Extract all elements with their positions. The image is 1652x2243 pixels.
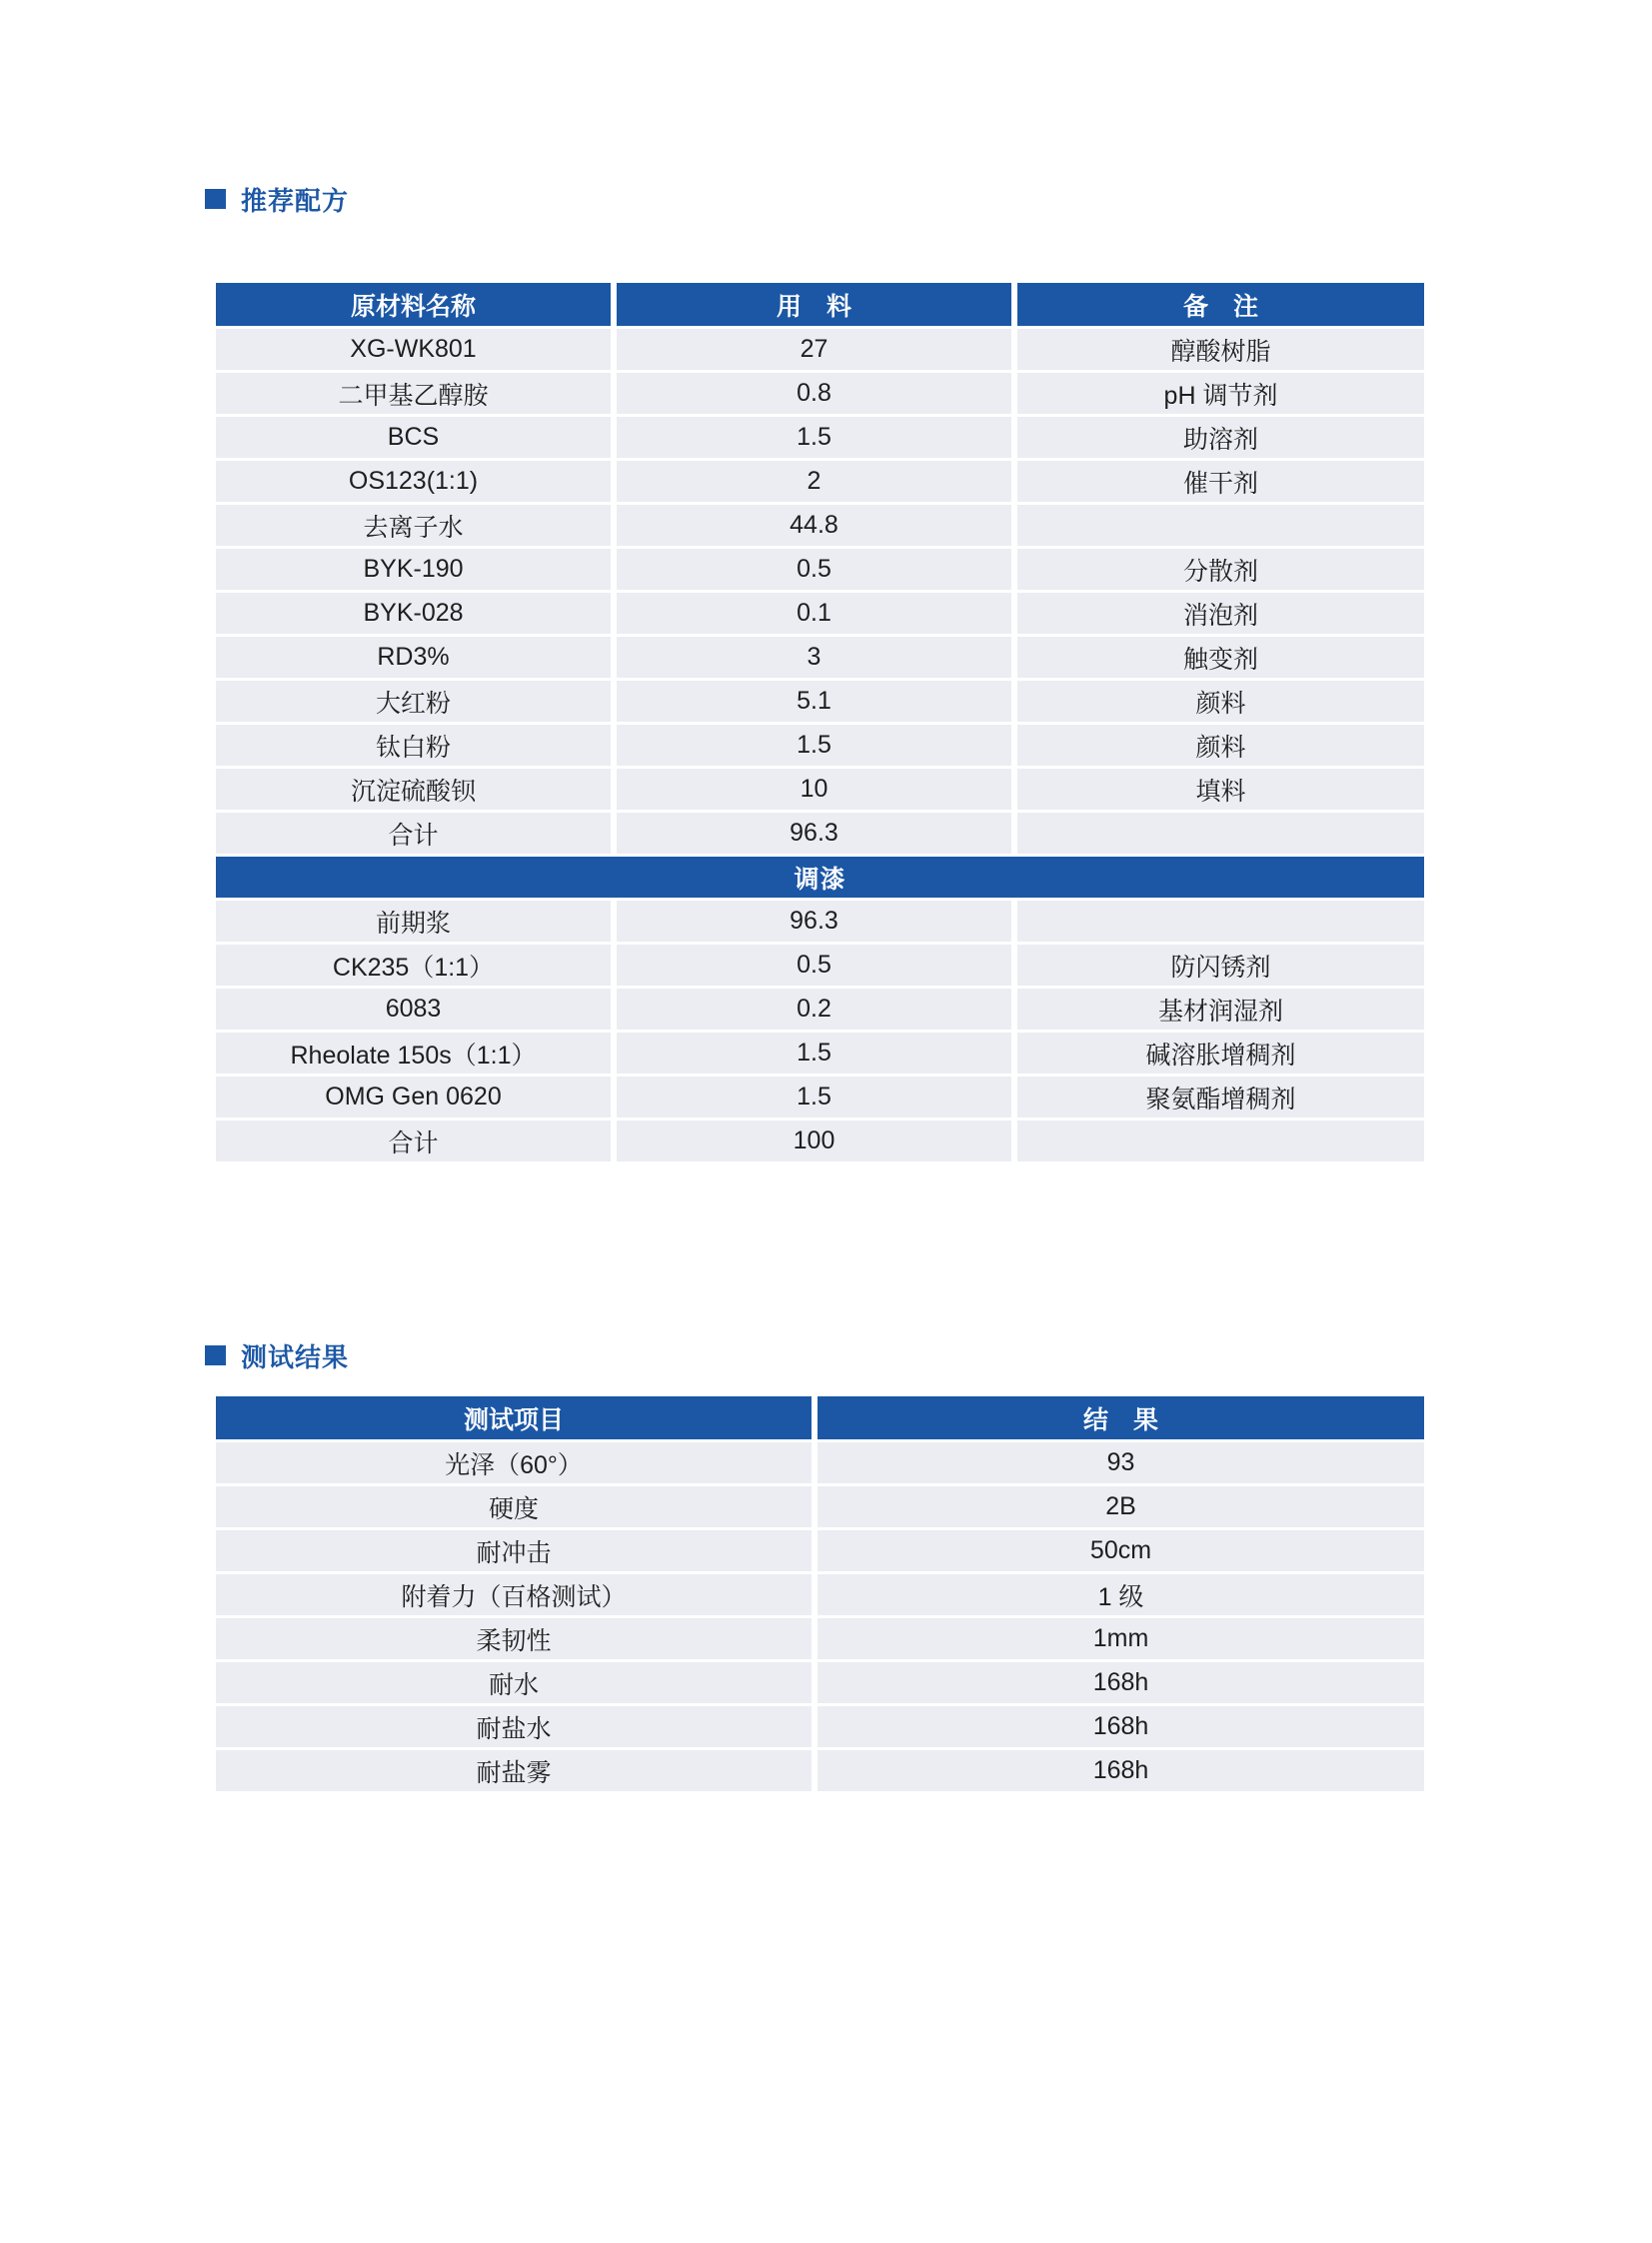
note-cell: 助溶剂 xyxy=(1017,417,1424,458)
note-cell: 消泡剂 xyxy=(1017,593,1424,634)
note-cell: 防闪锈剂 xyxy=(1017,945,1424,986)
formula-table-row xyxy=(216,901,1424,942)
result-table-row xyxy=(216,1706,1424,1747)
amount-cell: 10 xyxy=(617,769,1011,810)
results-section-title: 测试结果 xyxy=(241,1341,350,1372)
note-cell: 基材润湿剂 xyxy=(1017,989,1424,1030)
result-cell: 93 xyxy=(818,1442,1424,1483)
section-bullet-icon xyxy=(205,1345,226,1365)
section-bullet-icon xyxy=(205,189,226,209)
column-header-material-name: 原材料名称 xyxy=(216,283,611,326)
formula-section-title: 推荐配方 xyxy=(241,185,350,216)
material-name-cell: 合计 xyxy=(216,813,611,854)
result-cell: 168h xyxy=(818,1662,1424,1703)
note-cell xyxy=(1017,1121,1424,1161)
test-item-cell: 柔韧性 xyxy=(216,1618,812,1659)
test-item-cell: 耐盐水 xyxy=(216,1706,812,1747)
formula-table-row xyxy=(216,769,1424,810)
material-name-cell: XG-WK801 xyxy=(216,329,611,370)
amount-cell: 0.8 xyxy=(617,373,1011,414)
material-name-cell: 去离子水 xyxy=(216,505,611,546)
formula-table-row xyxy=(216,813,1424,854)
result-table-row xyxy=(216,1442,1424,1483)
formula-table-body xyxy=(216,329,1424,1161)
result-table-header-row xyxy=(216,1396,1424,1439)
note-cell: 填料 xyxy=(1017,769,1424,810)
result-table-body xyxy=(216,1442,1424,1791)
column-header-test-item: 测试项目 xyxy=(216,1396,812,1439)
amount-cell: 0.5 xyxy=(617,945,1011,986)
test-item-cell: 硬度 xyxy=(216,1486,812,1527)
result-cell: 1mm xyxy=(818,1618,1424,1659)
note-cell: pH 调节剂 xyxy=(1017,373,1424,414)
material-name-cell: 沉淀硫酸钡 xyxy=(216,769,611,810)
amount-cell: 96.3 xyxy=(617,813,1011,854)
material-name-cell: 二甲基乙醇胺 xyxy=(216,373,611,414)
result-table-row xyxy=(216,1530,1424,1571)
column-header-amount: 用 料 xyxy=(617,283,1011,326)
result-table-row xyxy=(216,1662,1424,1703)
note-cell: 分散剂 xyxy=(1017,549,1424,590)
amount-cell: 1.5 xyxy=(617,1033,1011,1074)
test-item-cell: 耐水 xyxy=(216,1662,812,1703)
section-title-results xyxy=(205,1340,349,1370)
note-cell: 颜料 xyxy=(1017,725,1424,766)
note-cell: 触变剂 xyxy=(1017,637,1424,678)
material-name-cell: OS123(1:1) xyxy=(216,461,611,502)
amount-cell: 1.5 xyxy=(617,1077,1011,1118)
amount-cell: 0.2 xyxy=(617,989,1011,1030)
test-item-cell: 光泽（60°） xyxy=(216,1442,812,1483)
formula-table-row xyxy=(216,417,1424,458)
note-cell: 聚氨酯增稠剂 xyxy=(1017,1077,1424,1118)
amount-cell: 27 xyxy=(617,329,1011,370)
amount-cell: 1.5 xyxy=(617,417,1011,458)
note-cell xyxy=(1017,505,1424,546)
formula-table xyxy=(216,283,1424,1164)
result-cell: 1 级 xyxy=(818,1574,1424,1615)
formula-table-row xyxy=(216,593,1424,634)
result-table-row xyxy=(216,1750,1424,1791)
amount-cell: 96.3 xyxy=(617,901,1011,942)
formula-table-row xyxy=(216,1077,1424,1118)
result-table-row xyxy=(216,1618,1424,1659)
material-name-cell: BYK-028 xyxy=(216,593,611,634)
amount-cell: 0.1 xyxy=(617,593,1011,634)
result-cell: 168h xyxy=(818,1706,1424,1747)
material-name-cell: BCS xyxy=(216,417,611,458)
formula-table-row xyxy=(216,461,1424,502)
formula-table-row xyxy=(216,681,1424,722)
formula-table-row xyxy=(216,725,1424,766)
result-cell: 168h xyxy=(818,1750,1424,1791)
material-name-cell: 合计 xyxy=(216,1121,611,1161)
amount-cell: 44.8 xyxy=(617,505,1011,546)
result-table-row xyxy=(216,1574,1424,1615)
divider-label: 调漆 xyxy=(794,865,846,894)
amount-cell: 0.5 xyxy=(617,549,1011,590)
material-name-cell: CK235（1:1） xyxy=(216,945,611,986)
material-name-cell: 钛白粉 xyxy=(216,725,611,766)
note-cell: 醇酸树脂 xyxy=(1017,329,1424,370)
note-cell: 颜料 xyxy=(1017,681,1424,722)
material-name-cell: 6083 xyxy=(216,989,611,1030)
material-name-cell: RD3% xyxy=(216,637,611,678)
note-cell: 催干剂 xyxy=(1017,461,1424,502)
material-name-cell: 大红粉 xyxy=(216,681,611,722)
material-name-cell: 前期浆 xyxy=(216,901,611,942)
amount-cell: 5.1 xyxy=(617,681,1011,722)
formula-table-row xyxy=(216,1033,1424,1074)
material-name-cell: Rheolate 150s（1:1） xyxy=(216,1033,611,1074)
formula-table-row xyxy=(216,945,1424,986)
note-cell xyxy=(1017,813,1424,854)
result-cell: 2B xyxy=(818,1486,1424,1527)
material-name-cell: OMG Gen 0620 xyxy=(216,1077,611,1118)
formula-table-row xyxy=(216,989,1424,1030)
result-table-row xyxy=(216,1486,1424,1527)
formula-table-row xyxy=(216,637,1424,678)
formula-table-row xyxy=(216,505,1424,546)
column-header-note: 备 注 xyxy=(1017,283,1424,326)
column-header-result: 结 果 xyxy=(818,1396,1424,1439)
test-item-cell: 耐冲击 xyxy=(216,1530,812,1571)
paint-mixing-divider-row xyxy=(216,857,1424,898)
test-item-cell: 附着力（百格测试） xyxy=(216,1574,812,1615)
formula-table-header-row xyxy=(216,283,1424,326)
formula-table-row xyxy=(216,1121,1424,1161)
section-title-formula xyxy=(205,184,349,214)
note-cell: 碱溶胀增稠剂 xyxy=(1017,1033,1424,1074)
formula-table-row xyxy=(216,373,1424,414)
amount-cell: 2 xyxy=(617,461,1011,502)
result-table xyxy=(216,1396,1424,1794)
formula-table-row xyxy=(216,549,1424,590)
amount-cell: 1.5 xyxy=(617,725,1011,766)
note-cell xyxy=(1017,901,1424,942)
amount-cell: 100 xyxy=(617,1121,1011,1161)
formula-table-row xyxy=(216,329,1424,370)
material-name-cell: BYK-190 xyxy=(216,549,611,590)
amount-cell: 3 xyxy=(617,637,1011,678)
test-item-cell: 耐盐雾 xyxy=(216,1750,812,1791)
result-cell: 50cm xyxy=(818,1530,1424,1571)
